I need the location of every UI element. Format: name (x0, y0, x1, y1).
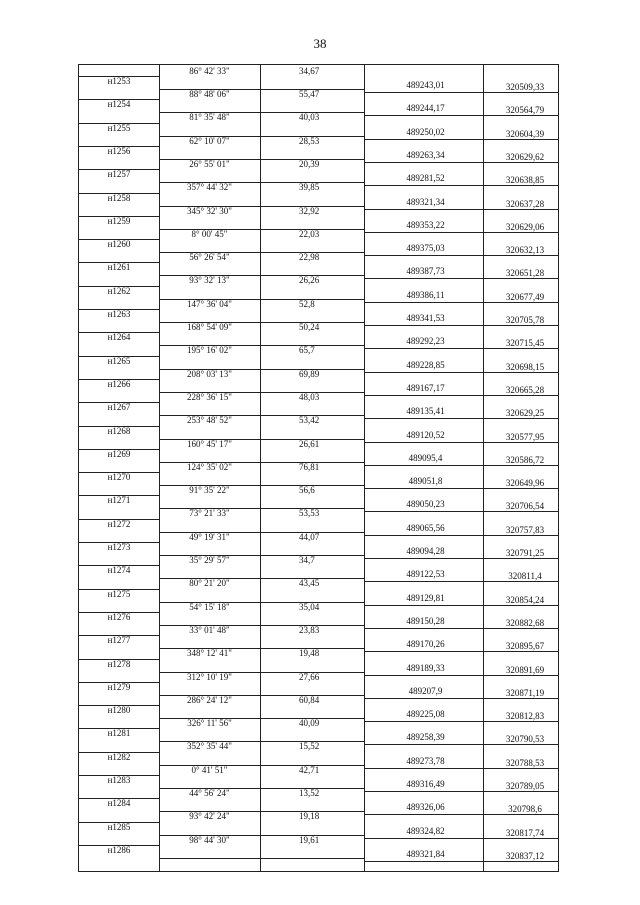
coordinate-y: 320637,28 (505, 198, 545, 209)
segment-angle: 253° 48' 52" (187, 415, 232, 426)
segment-distance: 23,83 (299, 624, 320, 635)
point-label: н1269 (107, 448, 131, 459)
segment-angle: 228° 36' 15" (187, 391, 232, 402)
coordinate-x: 489353,22 (406, 219, 445, 230)
point-label: н1280 (107, 705, 131, 716)
coordinate-y: 320649,96 (505, 478, 545, 489)
segment-angle: 345° 32' 30" (187, 205, 232, 216)
page-number: 38 (313, 36, 327, 51)
segment-distance: 50,24 (299, 322, 320, 332)
point-label: н1277 (107, 635, 131, 646)
segment-distance: 20,39 (299, 158, 320, 169)
coordinate-x: 489189,33 (406, 662, 445, 673)
coordinate-y: 320789,05 (505, 781, 545, 791)
coordinate-x: 489243,01 (406, 80, 445, 90)
segment-distance: 22,98 (299, 252, 320, 263)
segment-distance: 19,61 (299, 834, 320, 845)
point-label: н1284 (107, 798, 131, 809)
coordinate-y: 320665,28 (505, 384, 545, 395)
coordinate-x: 489150,28 (406, 615, 445, 626)
segment-angle: 348° 12' 41" (187, 648, 232, 659)
coordinate-y: 320812,83 (505, 711, 545, 722)
coordinate-x: 489228,85 (406, 359, 445, 370)
coordinate-y: 320705,78 (505, 315, 545, 325)
segment-angle: 286° 24' 12" (187, 694, 232, 705)
point-label: н1278 (107, 658, 131, 669)
point-label: н1276 (107, 611, 131, 622)
coordinate-row-divider (364, 139, 559, 140)
coordinate-row-divider (364, 162, 559, 163)
coordinate-row-divider (364, 302, 559, 303)
segment-distance: 39,85 (299, 182, 320, 193)
coordinate-row-divider (364, 768, 559, 769)
segment-distance: 35,04 (299, 601, 320, 612)
coordinate-y: 320788,53 (505, 757, 545, 768)
segment-angle: 62° 10' 07" (189, 135, 230, 146)
coordinate-row-divider (364, 465, 559, 466)
coordinate-x: 489170,26 (406, 639, 445, 650)
coordinate-y: 320854,24 (505, 594, 545, 605)
point-label: н1267 (107, 402, 131, 413)
coordinate-y: 320632,13 (505, 245, 545, 256)
segment-distance: 76,81 (299, 461, 320, 472)
segment-distance: 26,26 (299, 275, 320, 286)
segment-distance: 26,61 (299, 438, 320, 449)
point-label: н1282 (107, 751, 131, 762)
segment-angle: 80° 21' 20" (189, 578, 230, 589)
coordinate-x: 489051,8 (408, 476, 443, 487)
point-label: н1258 (107, 192, 131, 203)
point-label: н1261 (107, 262, 131, 273)
coordinate-y: 320677,49 (505, 291, 545, 302)
segment-distance: 53,53 (299, 508, 320, 519)
coordinate-row-divider (364, 115, 559, 116)
segment-angle: 93° 32' 13" (189, 275, 230, 286)
point-label: н1266 (107, 378, 131, 389)
coordinate-x: 489341,53 (406, 313, 445, 323)
point-label: н1273 (107, 542, 131, 552)
coordinate-row-divider (364, 185, 559, 186)
segment-angle: 88° 48' 06" (189, 89, 230, 99)
segment-distance: 43,45 (299, 578, 320, 589)
coordinate-x: 489050,23 (406, 499, 445, 510)
point-label: н1285 (107, 821, 131, 832)
coordinate-row-divider (364, 278, 559, 279)
segment-distance: 34,7 (299, 555, 315, 565)
point-label: н1259 (107, 215, 131, 226)
segment-distance: 56,6 (299, 485, 315, 496)
coordinate-x: 489375,03 (406, 243, 445, 254)
segment-angle: 8° 00' 45" (191, 228, 228, 239)
point-label: н1286 (107, 844, 131, 855)
coordinate-y: 320564,79 (505, 105, 545, 116)
coordinate-row-divider (364, 791, 559, 792)
point-label: н1254 (107, 99, 131, 110)
coordinate-row-divider (364, 744, 559, 745)
segment-angle: 312° 10' 19" (187, 671, 232, 682)
segment-angle: 195° 16' 02" (187, 345, 232, 356)
point-label: н1265 (107, 355, 131, 366)
coordinate-row-divider (364, 488, 559, 489)
segment-angle: 208° 03' 13" (187, 368, 232, 379)
segment-angle: 81° 35' 48" (189, 112, 230, 123)
point-label: н1281 (107, 728, 131, 739)
segment-distance: 44,07 (299, 531, 320, 542)
coordinate-x: 489065,56 (406, 522, 445, 533)
point-label: н1271 (107, 495, 131, 506)
coordinate-row-divider (364, 581, 559, 582)
segment-distance: 69,89 (299, 368, 320, 379)
coordinate-x: 489321,34 (406, 196, 445, 207)
segment-angle: 33° 01' 48" (189, 624, 230, 635)
segment-angle: 26° 55' 01" (189, 158, 230, 169)
segment-angle: 98° 44' 30" (189, 834, 230, 845)
segment-angle: 49° 19' 31" (189, 531, 230, 542)
segment-distance: 19,48 (299, 648, 320, 659)
coordinate-y: 320817,74 (505, 827, 545, 838)
point-label: н1270 (107, 472, 131, 483)
coordinate-x: 489386,11 (406, 289, 445, 300)
coordinate-y: 320638,85 (505, 175, 545, 186)
coordinate-x: 489225,08 (406, 709, 445, 720)
coordinate-row-divider (364, 209, 559, 210)
segment-angle: 326° 11' 56" (187, 718, 232, 729)
segment-distance: 15,52 (299, 741, 320, 752)
segment-distance: 40,09 (299, 718, 320, 729)
segment-distance: 48,03 (299, 391, 320, 402)
coordinate-x: 489120,52 (406, 429, 445, 440)
coordinate-row-divider (364, 92, 559, 93)
coordinates-table (78, 64, 559, 872)
coordinate-y: 320895,67 (505, 641, 545, 652)
coordinate-row-divider (364, 838, 559, 839)
segment-angle: 124° 35' 02" (187, 461, 232, 472)
coordinate-x: 489122,53 (406, 569, 445, 580)
coordinate-row-divider (364, 558, 559, 559)
coordinate-y: 320706,54 (505, 501, 545, 512)
coordinate-x: 489094,28 (406, 546, 445, 556)
coordinate-y: 320798,6 (508, 804, 542, 815)
segment-distance: 65,7 (299, 345, 315, 356)
coordinate-x: 489292,23 (406, 336, 445, 347)
coordinate-y: 320757,83 (505, 524, 545, 535)
coordinate-row-divider (364, 721, 559, 722)
coordinate-row-divider (364, 395, 559, 396)
coordinate-row-divider (364, 511, 559, 512)
coordinate-y: 320509,33 (505, 82, 545, 92)
segment-distance: 52,8 (299, 298, 315, 309)
segment-distance: 42,71 (299, 764, 320, 775)
coordinate-x: 489167,17 (406, 382, 445, 393)
point-label: н1283 (107, 775, 131, 785)
segment-distance: 22,03 (299, 228, 320, 239)
segment-distance: 13,52 (299, 788, 320, 798)
coordinate-y: 320837,12 (505, 850, 545, 861)
coordinate-x: 489263,34 (406, 149, 445, 160)
coordinate-x: 489135,41 (406, 406, 445, 417)
point-label: н1262 (107, 285, 131, 296)
coordinate-y: 320651,28 (505, 268, 545, 279)
segment-distance: 19,18 (299, 811, 320, 822)
coordinate-y: 320715,45 (505, 338, 545, 349)
coordinate-x: 489321,84 (406, 848, 445, 859)
point-label: н1279 (107, 681, 131, 692)
coordinate-x: 489095,4 (408, 452, 443, 463)
coordinate-row-divider (364, 675, 559, 676)
segment-distance: 28,53 (299, 135, 320, 146)
segment-angle: 168° 54' 09" (187, 322, 232, 332)
coordinate-row-divider (364, 348, 559, 349)
segment-angle: 160° 45' 17" (187, 438, 232, 449)
coordinate-row-divider (364, 861, 559, 862)
segment-angle: 73° 21' 33" (189, 508, 230, 519)
segment-angle: 86° 42' 33" (189, 66, 230, 76)
segment-angle: 54° 15' 18" (189, 601, 230, 612)
coordinate-row-divider (364, 232, 559, 233)
coordinate-x: 489273,78 (406, 755, 445, 766)
segment-angle: 44° 56' 24" (189, 788, 230, 798)
coordinate-y: 320577,95 (505, 431, 545, 442)
point-label: н1268 (107, 425, 131, 436)
segment-angle: 93° 42' 24" (189, 811, 230, 822)
point-label: н1255 (107, 122, 131, 133)
coordinate-row-divider (364, 651, 559, 652)
point-label: н1274 (107, 565, 131, 576)
coordinate-x: 489250,02 (406, 126, 445, 137)
coordinate-x: 489244,17 (406, 103, 445, 114)
segment-angle: 352° 35' 44" (187, 741, 232, 752)
coordinate-x: 489129,81 (406, 592, 445, 603)
segment-angle: 56° 26' 54" (189, 252, 230, 263)
coordinate-row-divider (364, 535, 559, 536)
point-label: н1256 (107, 145, 131, 156)
coordinate-row-divider (364, 372, 559, 373)
coordinate-y: 320811,4 (508, 571, 542, 582)
segment-angle: 147° 36' 04" (187, 298, 232, 309)
coordinate-y: 320586,72 (505, 454, 545, 465)
coordinate-y: 320698,15 (505, 361, 545, 372)
coordinate-x: 489316,49 (406, 779, 445, 789)
segment-distance: 32,92 (299, 205, 320, 216)
coordinate-y: 320604,39 (505, 128, 545, 139)
coordinate-x: 489387,73 (406, 266, 445, 277)
point-label: н1260 (107, 239, 131, 250)
segment-angle: 357° 44' 32" (187, 182, 232, 193)
coordinate-y: 320629,25 (505, 408, 545, 419)
coordinate-y: 320871,19 (505, 687, 545, 698)
coordinate-row-divider (364, 814, 559, 815)
segment-distance: 27,66 (299, 671, 320, 682)
segment-distance: 40,03 (299, 112, 320, 123)
coordinate-y: 320891,69 (505, 664, 545, 675)
segment-distance: 55,47 (299, 89, 320, 99)
coordinate-x: 489207,9 (408, 685, 443, 696)
coordinate-y: 320882,68 (505, 617, 545, 628)
segment-distance: 34,67 (299, 66, 320, 76)
point-label: н1257 (107, 169, 131, 180)
segment-distance: 53,42 (299, 415, 320, 426)
point-label: н1263 (107, 309, 131, 319)
coordinate-row-divider (364, 628, 559, 629)
coordinate-x: 489258,39 (406, 732, 445, 743)
point-label: н1264 (107, 332, 131, 343)
coordinate-y: 320629,62 (505, 151, 545, 162)
coordinate-row-divider (364, 698, 559, 699)
coordinate-x: 489281,52 (406, 173, 445, 184)
coordinate-row-divider (364, 418, 559, 419)
coordinate-row-divider (364, 255, 559, 256)
segment-row-divider (159, 858, 364, 859)
point-label: н1272 (107, 518, 131, 529)
coordinate-row-divider (364, 325, 559, 326)
coordinate-x: 489324,82 (406, 825, 445, 836)
segment-angle: 35° 29' 57" (189, 555, 230, 565)
segment-angle: 91° 35' 22" (189, 485, 230, 496)
point-label: н1253 (107, 76, 131, 86)
coordinate-row-divider (364, 605, 559, 606)
segment-angle: 0° 41' 51" (191, 764, 228, 775)
segment-distance: 60,84 (299, 694, 320, 705)
coordinate-row-divider (364, 442, 559, 443)
coordinate-y: 320629,06 (505, 221, 545, 232)
coordinate-x: 489326,06 (406, 802, 445, 813)
point-label: н1275 (107, 588, 131, 599)
coordinate-y: 320790,53 (505, 734, 545, 745)
coordinate-y: 320791,25 (505, 548, 545, 558)
